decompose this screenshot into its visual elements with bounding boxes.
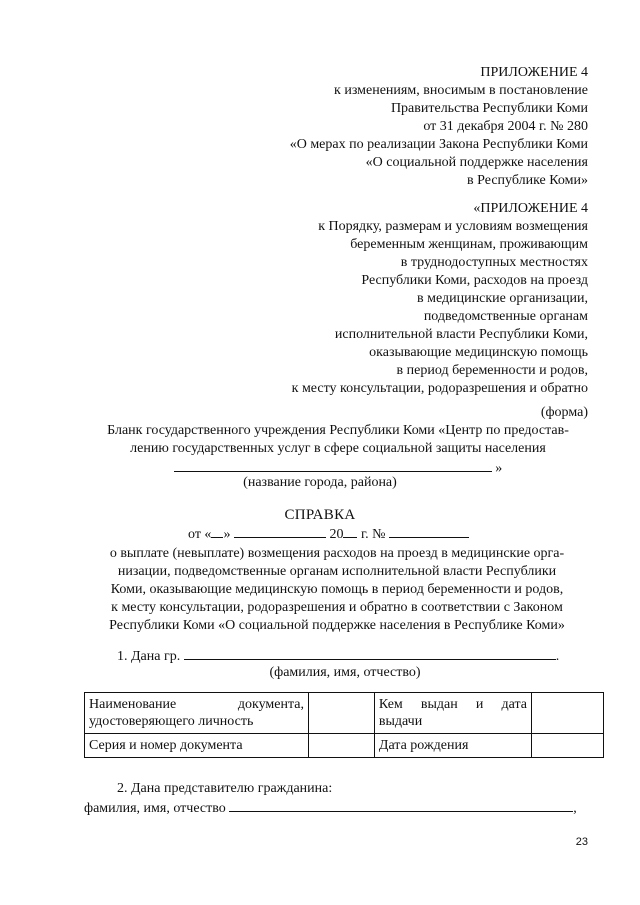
citizen-name-field[interactable] — [184, 647, 556, 660]
item2-label: 2. Дана представителю гражданина: — [117, 781, 333, 796]
fio-caption: (фамилия, имя, отчество) — [269, 665, 421, 680]
table-row — [85, 734, 604, 758]
inner-appendix-line: к Порядку, размерам и условиям возмещения — [318, 219, 588, 234]
representative-label: фамилия, имя, отчество — [84, 801, 226, 816]
appendix-line: Правительства Республики Коми — [390, 101, 588, 116]
table-cell-value[interactable] — [532, 693, 604, 734]
item2-end: , — [573, 801, 577, 816]
about-line: к месту консультации, родоразрешения и обратно в соответствии с Законом — [111, 600, 563, 615]
inner-appendix-line: в медицинские организации, — [417, 291, 588, 306]
appendix-line: от 31 декабря 2004 г. № 280 — [423, 119, 588, 134]
inner-appendix-line: исполнительной власти Республики Коми, — [334, 327, 588, 342]
blank-line: лению государственных услуг в сфере социальной защиты населения — [130, 441, 546, 456]
inner-appendix-title: «ПРИЛОЖЕНИЕ 4 — [473, 201, 588, 216]
item1-end: . — [555, 649, 560, 664]
date-prefix: от « — [188, 527, 212, 542]
page-number: 23 — [575, 836, 588, 848]
inner-appendix-line: в период беременности и родов, — [396, 363, 588, 378]
table-cell-label: Дата рождения — [374, 734, 531, 758]
date-quote-close: » — [223, 527, 231, 542]
about-line: о выплате (невыплате) возмещения расходов на проезд в медицинские орга- — [109, 546, 565, 561]
item1-label: 1. Дана гр. — [117, 649, 181, 664]
month-field[interactable] — [234, 525, 326, 538]
year-field[interactable] — [343, 525, 357, 538]
inner-appendix-line: к месту консультации, родоразрешения и обратно — [291, 381, 588, 396]
blank-line: Бланк государственного учреждения Республики Коми «Центр по предостав- — [107, 423, 569, 438]
about-line: Республики Коми «О социальной поддержке населения в Республике Коми» — [109, 618, 565, 633]
city-field[interactable] — [174, 458, 492, 472]
appendix-title: ПРИЛОЖЕНИЕ 4 — [480, 65, 588, 80]
table-row — [85, 693, 604, 734]
table-cell-value[interactable] — [532, 734, 604, 758]
appendix-line: к изменениям, вносимым в постановление — [334, 83, 588, 98]
table-cell-value[interactable] — [309, 734, 375, 758]
inner-appendix-line: беременным женщинам, проживающим — [350, 237, 588, 252]
certificate-about — [84, 545, 590, 635]
number-prefix: г. № — [360, 527, 386, 542]
certificate-title: СПРАВКА — [284, 507, 356, 523]
number-field[interactable] — [389, 525, 469, 538]
item1-row — [117, 647, 559, 665]
table-cell-label: Наименование документа, удостоверяющего личность — [85, 693, 309, 734]
table-cell-value[interactable] — [309, 693, 375, 734]
appendix-line: «О мерах по реализации Закона Республики Коми — [289, 137, 588, 152]
inner-appendix-line: подведомственные органам — [423, 309, 588, 324]
appendix-line: в Республике Коми» — [467, 173, 588, 188]
appendix-line: «О социальной поддержке населения — [365, 155, 588, 170]
certificate-date-line — [188, 525, 469, 543]
table-cell-label: Кем выдан и дата выдачи — [374, 693, 531, 734]
representative-name-field[interactable] — [229, 799, 573, 812]
item2-row — [84, 799, 577, 817]
year-prefix: 20 — [329, 527, 344, 542]
appendix-header — [290, 64, 588, 190]
day-field[interactable] — [211, 525, 223, 538]
form-label: (форма) — [540, 405, 588, 420]
blank-header — [88, 422, 588, 478]
inner-appendix-line: в труднодоступных местностях — [400, 255, 588, 270]
city-caption: (название города, района) — [243, 475, 397, 490]
about-line: низации, подведомственные органам исполнительной власти Республики — [117, 564, 557, 579]
document-table — [84, 692, 604, 758]
table-cell-label: Серия и номер документа — [85, 734, 309, 758]
blank-closing-quote: » — [491, 461, 503, 476]
about-line: Коми, оказывающие медицинскую помощь в период беременности и родов, — [110, 582, 564, 597]
inner-appendix-line: оказывающие медицинскую помощь — [369, 345, 588, 360]
inner-appendix-header — [292, 200, 588, 398]
inner-appendix-line: Республики Коми, расходов на проезд — [361, 273, 588, 288]
